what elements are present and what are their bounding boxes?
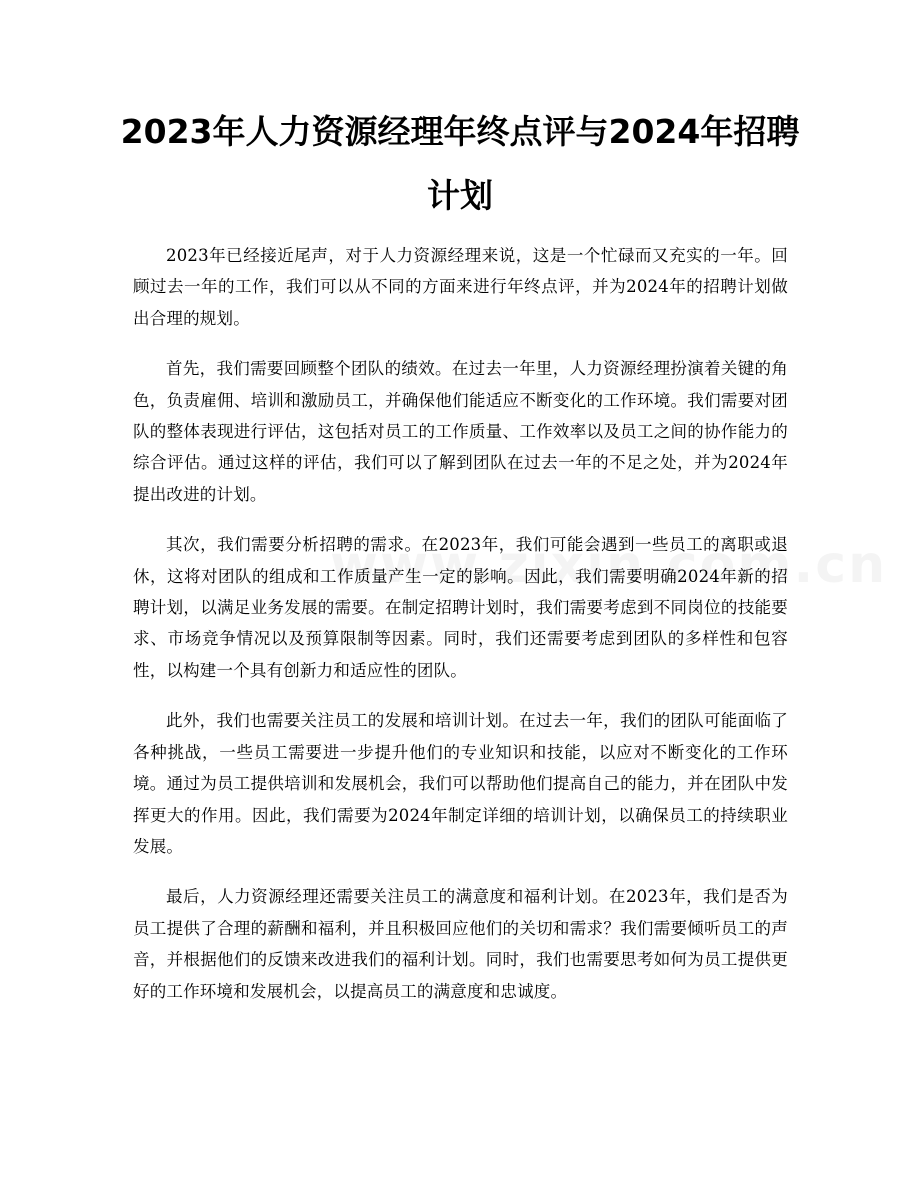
document-title: 2023年人力资源经理年终点评与2024年招聘计划 bbox=[120, 112, 800, 215]
paragraph-1: 2023年已经接近尾声，对于人力资源经理来说，这是一个忙碌而又充实的一年。回顾过去一年的工作，我们可以从不同的方面来进行年终点评，并为2024年的招聘计划做出合理的规划。 bbox=[133, 246, 788, 328]
paragraph-2: 首先，我们需要回顾整个团队的绩效。在过去一年里，人力资源经理扮演着关键的角色，负责雇佣、培训和激励员工，并确保他们能适应不断变化的工作环境。我们需要对团队的整体表现进行评估，这包括对员工的工作质量、工作效率以及员工之间的协作能力的综合评估。通过这样的评估，我们可以了解到团队在过去一年的不足之处，并为2024年提出改进的计划。 bbox=[133, 359, 788, 504]
paragraph-4: 此外，我们也需要关注员工的发展和培训计划。在过去一年，我们的团队可能面临了各种挑战，一些员工需要进一步提升他们的专业知识和技能，以应对不断变化的工作环境。通过为员工提供培训和发展机会，我们可以帮助他们提高自己的能力，并在团队中发挥更大的作用。因此，我们需要为2024年制定详细的培训计划，以确保员工的持续职业发展。 bbox=[133, 711, 788, 856]
paragraph-5: 最后，人力资源经理还需要关注员工的满意度和福利计划。在2023年，我们是否为员工提供了合理的薪酬和福利，并且积极回应他们的关切和需求？我们需要倾听员工的声音，并根据他们的反馈来改进我们的福利计划。同时，我们也需要思考如何为员工提供更好的工作环境和发展机会，以提高员工的满意度和忠诚度。 bbox=[133, 887, 788, 1001]
document-body bbox=[133, 240, 788, 1026]
paragraph-3: 其次，我们需要分析招聘的需求。在2023年，我们可能会遇到一些员工的离职或退休，这将对团队的组成和工作质量产生一定的影响。因此，我们需要明确2024年新的招聘计划，以满足业务发展的需要。在制定招聘计划时，我们需要考虑到不同岗位的技能要求、市场竞争情况以及预算限制等因素。同时，我们还需要考虑到团队的多样性和包容性，以构建一个具有创新力和适应性的团队。 bbox=[133, 535, 788, 680]
